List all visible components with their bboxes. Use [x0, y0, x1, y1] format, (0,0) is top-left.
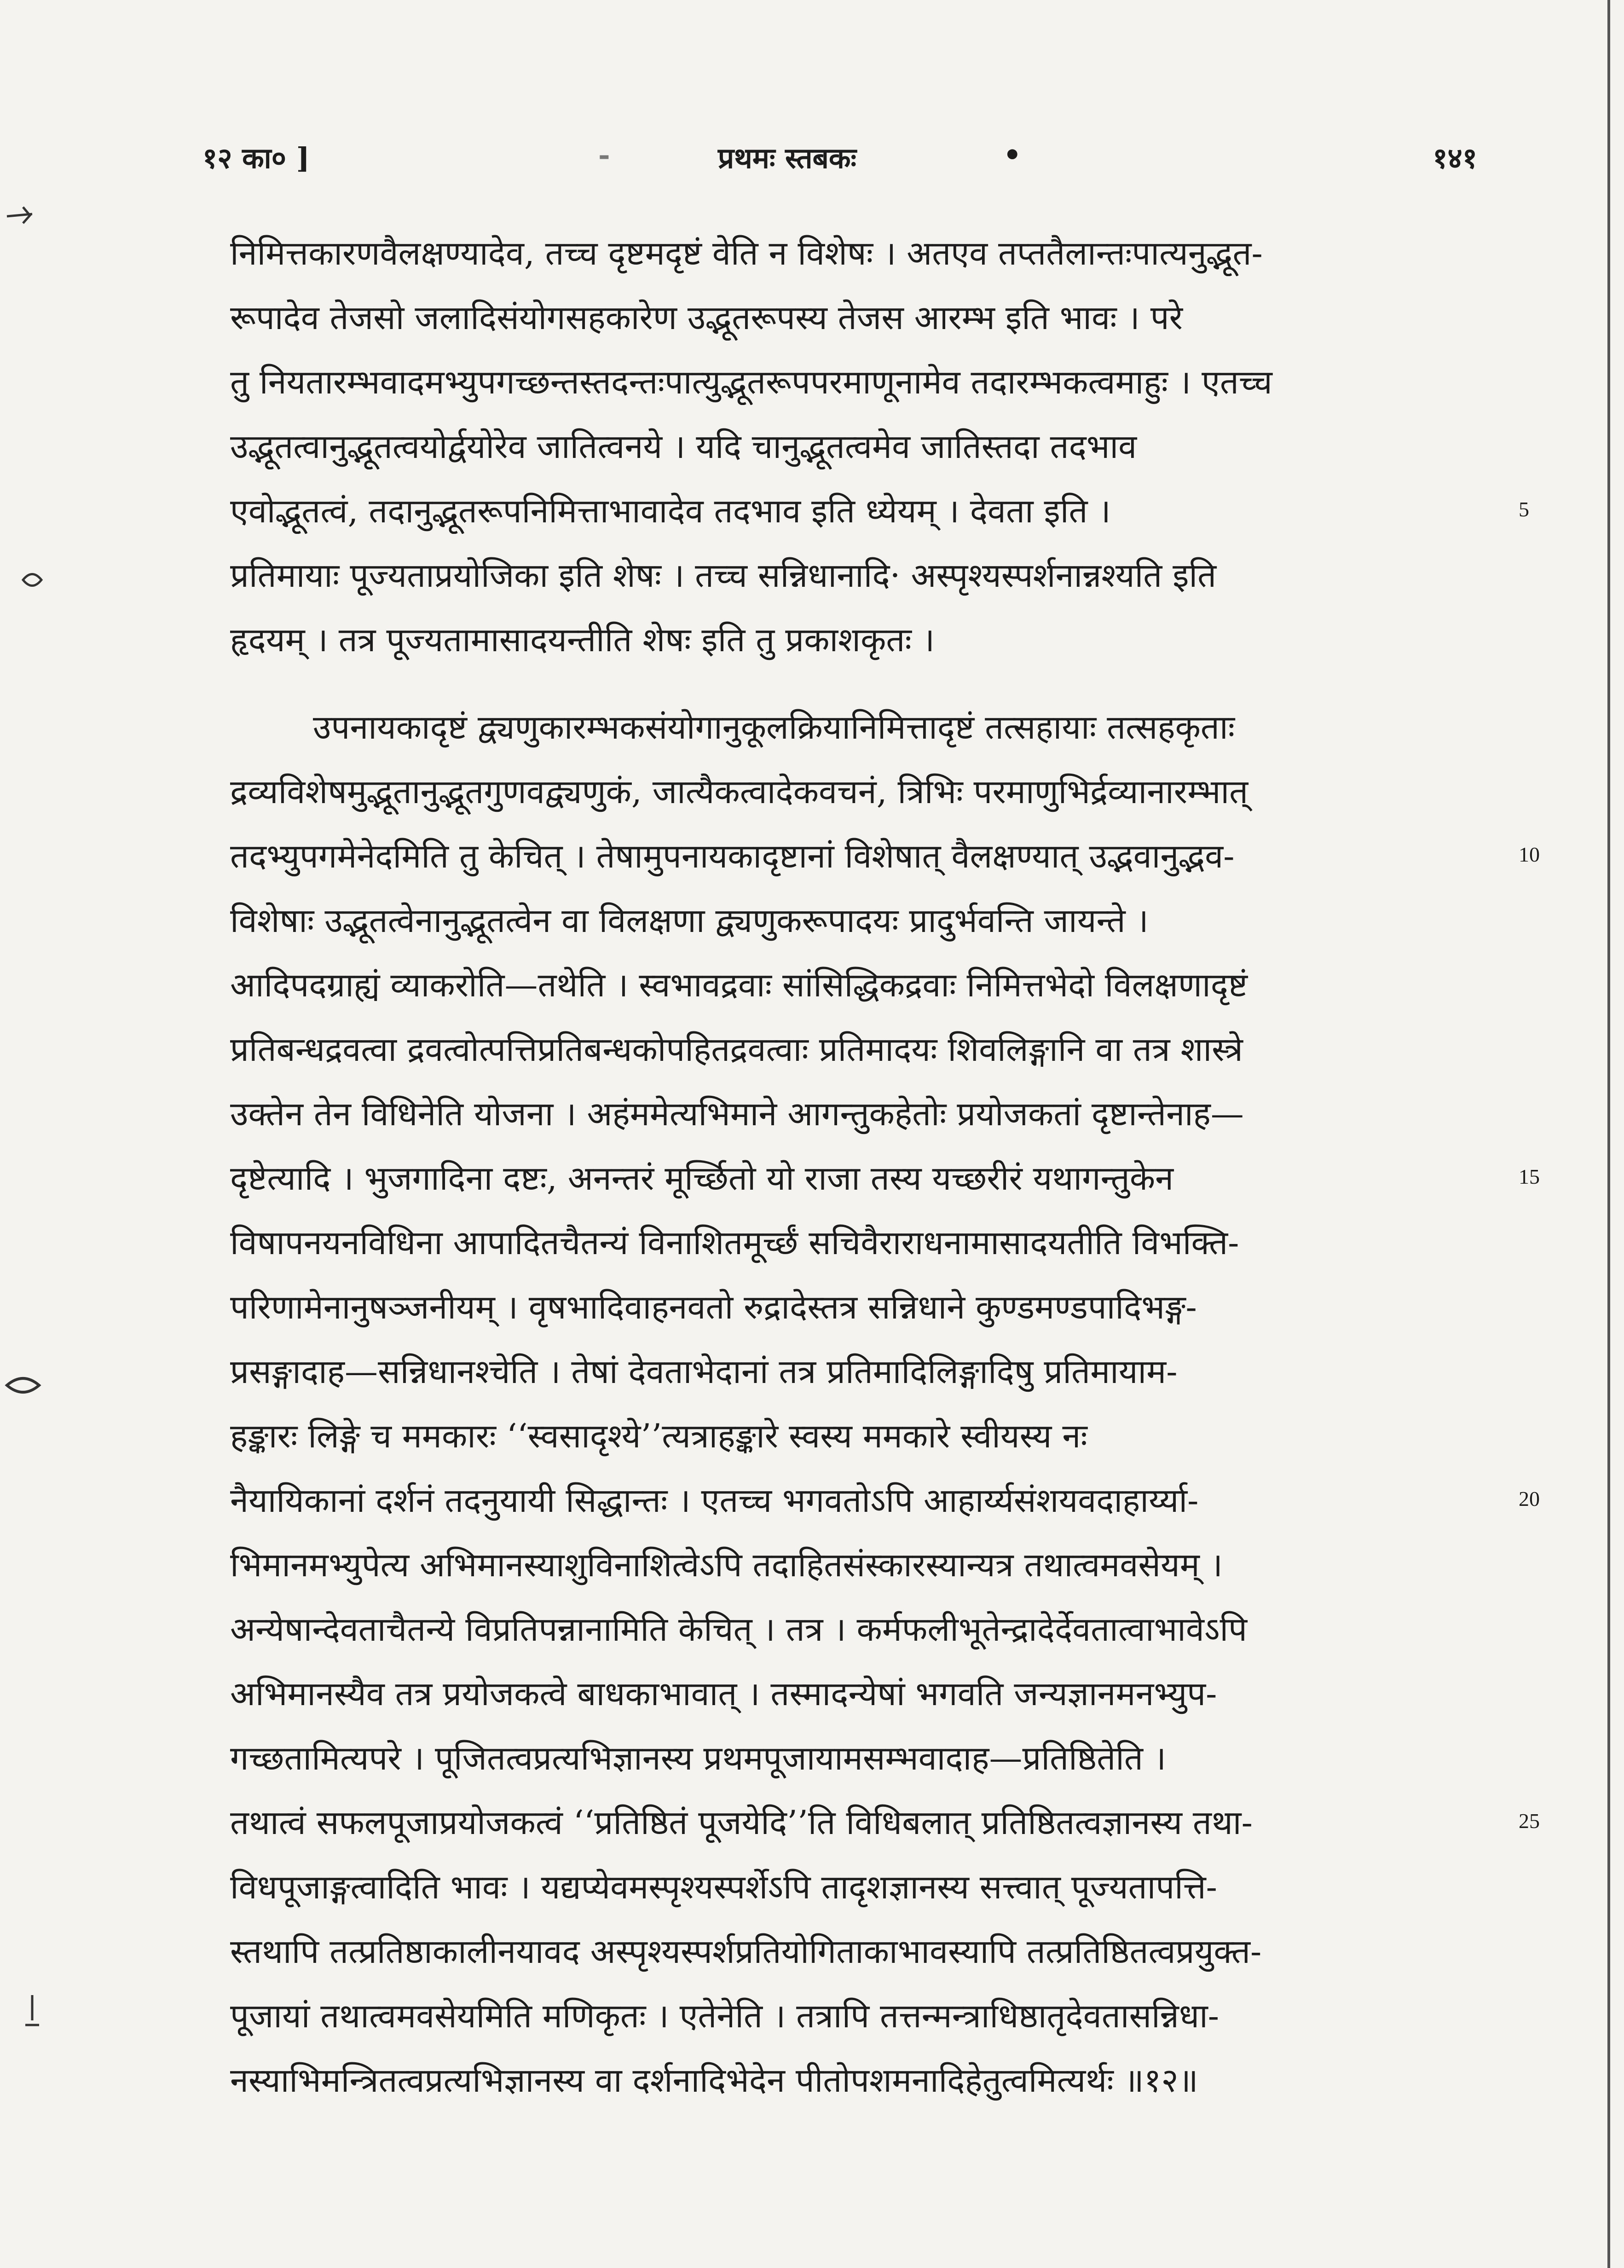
margin-mark-icon — [5, 202, 37, 230]
text-line: नस्याभिमन्त्रितत्वप्रत्यभिज्ञानस्य वा दर्शनादिभेदेन पीतोपशमनादिहेतुत्वमित्यर्थः ॥१२॥ — [230, 2061, 1198, 2100]
text-line: तथात्वं सफलपूजाप्रयोजकत्वं ‘‘प्रतिष्ठितं पूजयेदि’’ति विधिबलात् प्रतिष्ठितत्वज्ञानस्य तथा- — [230, 1803, 1253, 1842]
text-line: तदभ्युपगमेनेदमिति तु केचित् । तेषामुपनायकादृष्टानां विशेषात् वैलक्षण्यात् उद्भवानुद्भव- — [230, 837, 1235, 875]
header-dash: - — [598, 138, 610, 172]
header-title: प्रथमः स्तबकः — [718, 141, 857, 175]
text-line: अन्येषान्देवताचैतन्ये विप्रतिपन्नानामिति केचित् । तत्र । कर्मफलीभूतेन्द्रादेर्देवतात्वाभावेऽपि — [230, 1610, 1248, 1649]
page-number: १४१ — [1433, 141, 1477, 175]
margin-blot-icon — [18, 566, 46, 594]
line-number: 5 — [1519, 498, 1529, 521]
text-line: द्रव्यविशेषमुद्भूतानुद्भूतगुणवद्व्यणुकं, जात्यैकत्वादेकवचनं, त्रिभिः परमाणुभिर्द्रव्यानारम्भात् — [230, 772, 1248, 811]
text-line: नैयायिकानां दर्शनं तदनुयायी सिद्धान्तः । एतच्च भगवतोऽपि आहार्य्यसंशयवदाहार्य्या- — [230, 1481, 1199, 1520]
text-line: प्रतिबन्धद्रवत्वा द्रवत्वोत्पत्तिप्रतिबन्धकोपहितद्रवत्वाः प्रतिमादयः शिवलिङ्गानि वा तत्र शास्त्रे — [230, 1030, 1243, 1069]
text-line: उपनायकादृष्टं द्व्यणुकारम्भकसंयोगानुकूलक्रियानिमित्तादृष्टं तत्सहायाः तत्सहकृताः — [313, 708, 1235, 746]
text-line: विधपूजाङ्गत्वादिति भावः । यद्यप्येवमस्पृश्यस्पर्शेऽपि तादृशज्ञानस्य सत्त्वात् पूज्यतापत्ति- — [230, 1868, 1217, 1906]
text-line: भिमानमभ्युपेत्य अभिमानस्याशुविनाशित्वेऽपि तदाहितसंस्कारस्यान्यत्र तथात्वमवसेयम् । — [230, 1545, 1223, 1584]
text-line: परिणामेनानुषञ्जनीयम् । वृषभादिवाहनवतो रुद्रादेस्तत्र सन्निधाने कुण्डमण्डपादिभङ्ग- — [230, 1288, 1197, 1326]
text-line: आदिपदग्राह्यं व्याकरोति—तथेति । स्वभावद्रवाः सांसिद्धिकद्रवाः निमित्तभेदो विलक्षणादृष्टं — [230, 966, 1248, 1004]
line-number: 15 — [1519, 1165, 1540, 1188]
text-line: हृदयम् । तत्र पूज्यतामासादयन्तीति शेषः इति तु प्रकाशकृतः । — [230, 620, 935, 659]
header-left: १२ का० ] — [202, 141, 310, 175]
text-line: रूपादेव तेजसो जलादिसंयोगसहकारेण उद्भूतरूपस्य तेजस आरम्भ इति भावः । परे — [230, 298, 1183, 337]
text-line: स्तथापि तत्प्रतिष्ठाकालीनयावद अस्पृश्यस्पर्शप्रतियोगिताकाभावस्यापि तत्प्रतिष्ठितत्वप्रयुक्त- — [230, 1932, 1262, 1971]
text-line: अभिमानस्यैव तत्र प्रयोजकत्वे बाधकाभावात् । तस्मादन्येषां भगवति जन्यज्ञानमनभ्युप- — [230, 1674, 1217, 1713]
text-line: गच्छतामित्यपरे । पूजितत्वप्रत्यभिज्ञानस्य प्रथमपूजायामसम्भवादाह—प्रतिष्ठितेति । — [230, 1739, 1167, 1777]
text-line: उद्भूतत्वानुद्भूतत्वयोर्द्वयोरेव जातित्वनये । यदि चानुद्भूतत्वमेव जातिस्तदा तदभाव — [230, 427, 1137, 466]
text-line: विषापनयनविधिना आपादितचैतन्यं विनाशितमूर्च्छं सचिवैराराधनामासादयतीति विभक्ति- — [230, 1223, 1239, 1262]
text-line: उक्तेन तेन विधिनेति योजना । अहंममेत्यभिमाने आगन्तुकहेतोः प्रयोजकतां दृष्टान्तेनाह— — [230, 1094, 1244, 1133]
page-edge — [1607, 0, 1610, 2268]
text-line: निमित्तकारणवैलक्षण्यादेव, तच्च दृष्टमदृष्टं वेति न विशेषः । अतएव तप्ततैलान्तःपात्यनुद्भूत- — [230, 234, 1263, 272]
line-number: 25 — [1519, 1809, 1540, 1833]
text-line: विशेषाः उद्भूतत्वेनानुद्भूतत्वेन वा विलक्षणा द्व्यणुकरूपादयः प्रादुर्भवन्ति जायन्ते । — [230, 901, 1149, 940]
text-line: प्रतिमायाः पूज्यताप्रयोजिका इति शेषः । तच्च सन्निधानादि· अस्पृश्यस्पर्शनान्नश्यति इति — [230, 556, 1217, 595]
header-dot: • — [1003, 138, 1022, 172]
text-line: पूजायां तथात्वमवसेयमिति मणिकृतः । एतेनेति । तत्रापि तत्तन्मन्त्राधिष्ठातृदेवतासन्निधा- — [230, 1996, 1219, 2035]
margin-eye-icon — [5, 1371, 41, 1399]
text-line: तु नियतारम्भवादमभ्युपगच्छन्तस्तदन्तःपात्युद्भूतरूपपरमाणूनामेव तदारम्भकत्वमाहुः । एतच्च — [230, 363, 1272, 401]
margin-tick-icon — [18, 1993, 46, 2030]
running-header — [202, 138, 1491, 184]
text-line: दृष्टेत्यादि । भुजगादिना दष्टः, अनन्तरं मूर्च्छितो यो राजा तस्य यच्छरीरं यथागन्तुकेन — [230, 1159, 1174, 1198]
line-number: 20 — [1519, 1487, 1540, 1510]
text-line: एवोद्भूतत्वं, तदानुद्भूतरूपनिमित्ताभावादेव तदभाव इति ध्येयम् । देवता इति । — [230, 492, 1111, 530]
line-number: 10 — [1519, 843, 1540, 866]
text-line: प्रसङ्गादाह—सन्निधानश्चेति । तेषां देवताभेदानां तत्र प्रतिमादिलिङ्गादिषु प्रतिमायाम- — [230, 1352, 1178, 1391]
text-line: हङ्कारः लिङ्गे च ममकारः ‘‘स्वसादृश्ये’’त्यत्राहङ्कारे स्वस्य ममकारे स्वीयस्य नः — [230, 1417, 1087, 1455]
